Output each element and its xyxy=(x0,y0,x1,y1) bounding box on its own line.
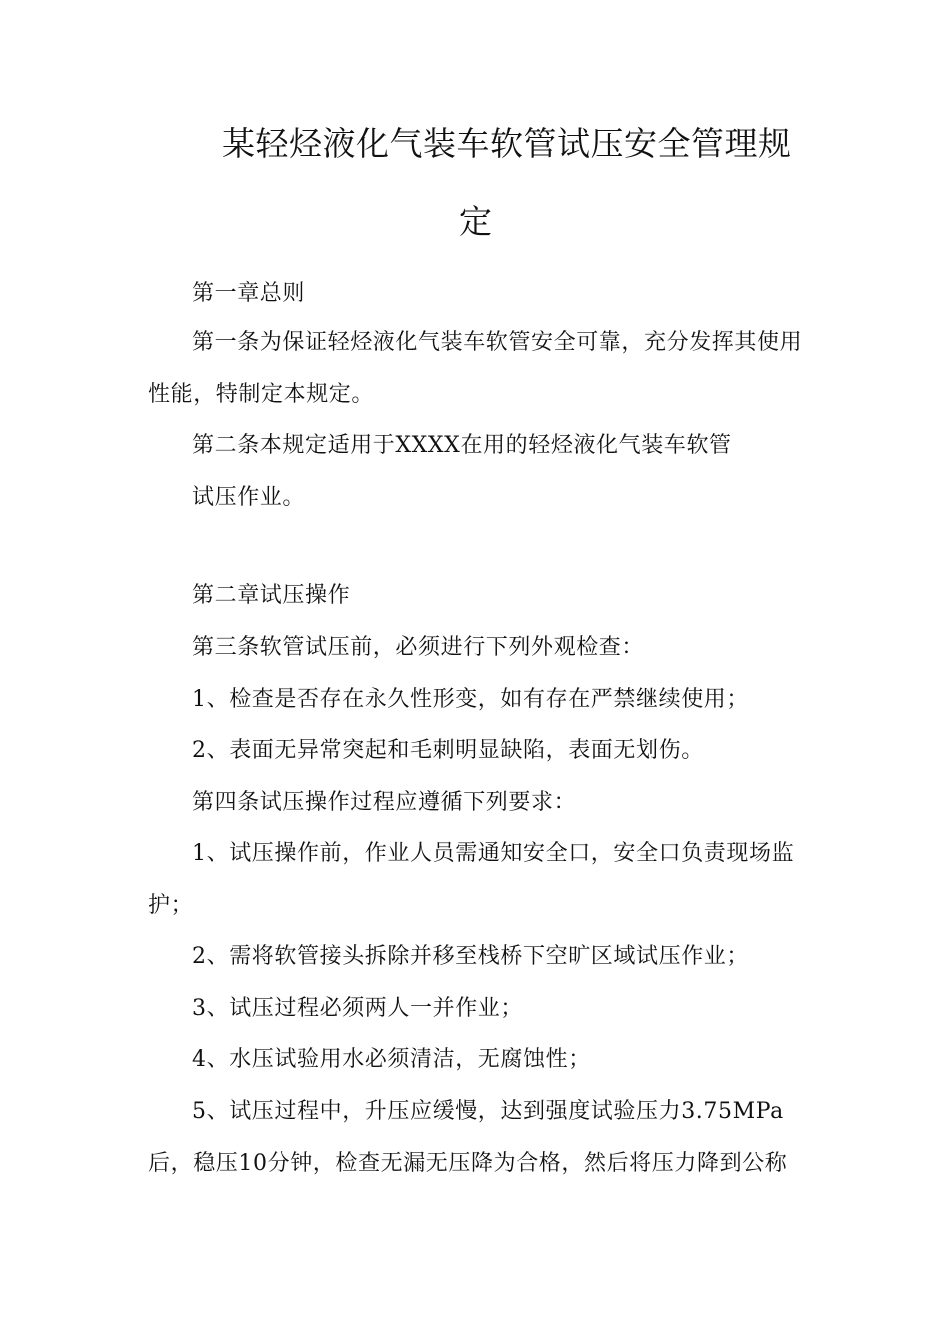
list-item-line: 护； xyxy=(148,893,194,918)
chapter-heading-2: 第二章试压操作 xyxy=(192,583,351,608)
chapter-heading-1: 第一章总则 xyxy=(192,281,306,306)
list-item-line: 4、水压试验用水必须清洁，无腐蚀性； xyxy=(192,1047,591,1072)
list-item-line: 后，稳压10分钟，检查无漏无压降为合格，然后将压力降到公称 xyxy=(148,1151,788,1176)
document-title-line-1: 某轻烃液化气装车软管试压安全管理规 xyxy=(222,124,792,163)
paragraph-line: 第二条本规定适用于XXXX在用的轻烃液化气装车软管 xyxy=(192,433,732,458)
document-title-line-2: 定 xyxy=(459,202,493,241)
paragraph-line: 第三条软管试压前，必须进行下列外观检查： xyxy=(192,635,645,660)
list-item-line: 2、需将软管接头拆除并移至栈桥下空旷区域试压作业； xyxy=(192,944,749,969)
list-item-line: 5、试压过程中，升压应缓慢，达到强度试验压力3.75MPa xyxy=(192,1099,784,1124)
paragraph-line: 性能，特制定本规定。 xyxy=(148,382,375,407)
list-item-line: 1、试压操作前，作业人员需通知安全口，安全口负责现场监 xyxy=(192,841,795,866)
paragraph-line: 第四条试压操作过程应遵循下列要求： xyxy=(192,790,577,815)
paragraph-line: 第一条为保证轻烃液化气装车软管安全可靠，充分发挥其使用 xyxy=(192,330,803,355)
list-item-line: 1、检查是否存在永久性形变，如有存在严禁继续使用； xyxy=(192,687,749,712)
list-item-line: 3、试压过程必须两人一并作业； xyxy=(192,996,523,1021)
list-item-line: 2、表面无异常突起和毛刺明显缺陷，表面无划伤。 xyxy=(192,738,704,763)
paragraph-line: 试压作业。 xyxy=(192,485,306,510)
